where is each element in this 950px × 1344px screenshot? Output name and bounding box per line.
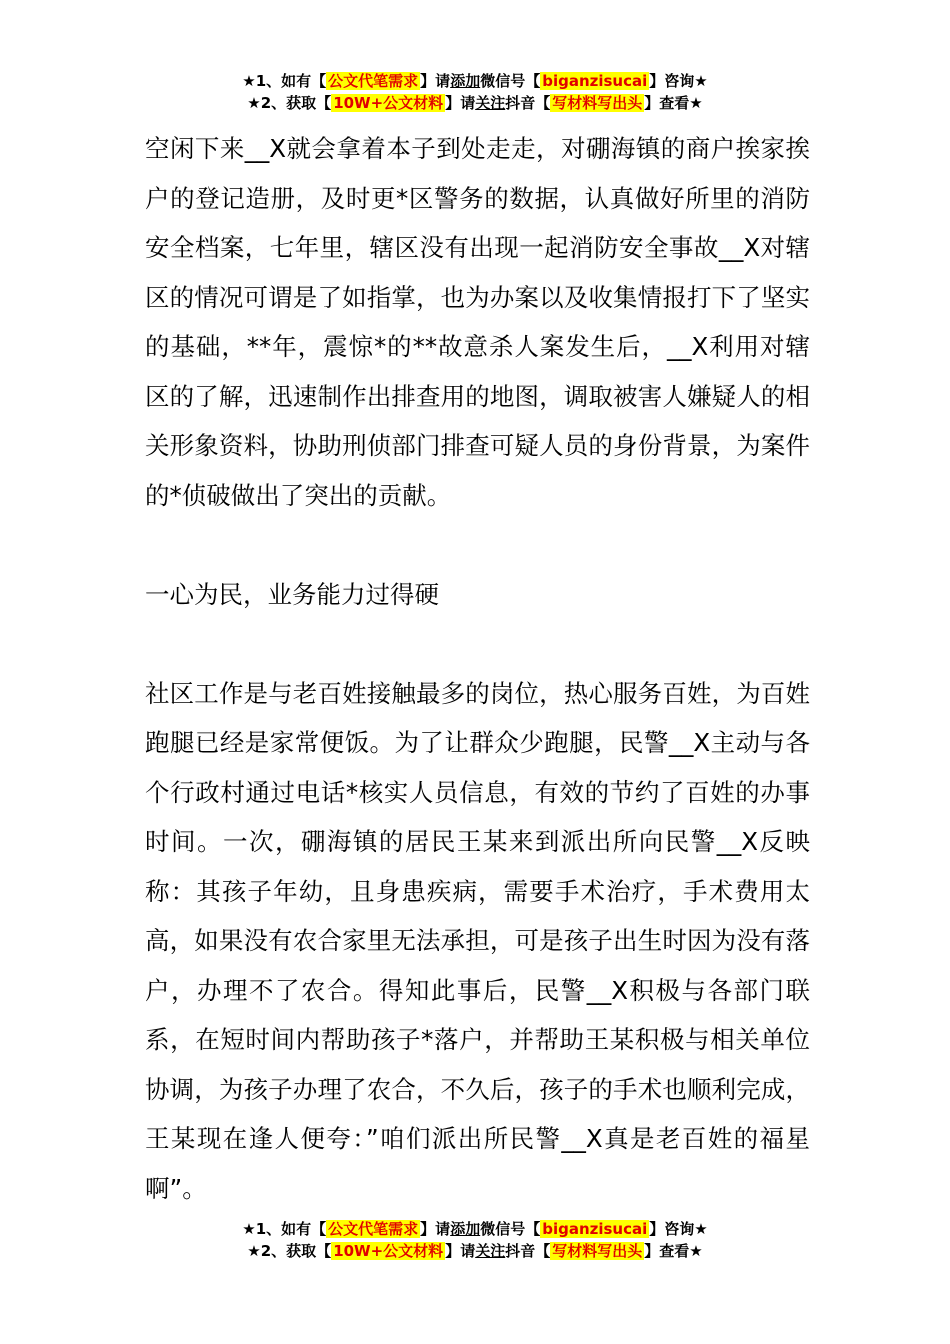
banner-line-1 (0, 1218, 950, 1240)
banner-highlight: 公文代笔需求 (328, 1220, 419, 1238)
banner-text: 】请 (445, 1242, 476, 1260)
banner-highlight: 10W+公文材料 (333, 94, 444, 112)
section-heading: 一心为民，业务能力过得硬 (145, 579, 439, 609)
paragraph-2: 社区工作是与老百姓接触最多的岗位，热心服务百姓，为百姓跑腿已经是家常便饭。为了让群众少跑腿，民警__X主动与各个行政村通过电话*核实人员信息，有效的节约了百姓的办事时间。一次，硼海镇的居民王某来到派出所向民警__X反映称：其孩子年幼，且身患疾病，需要手术治疗，手术费用太高，如果没有农合家里无法承担，可是孩子出生时因为没有落户，办理不了农合。得知此事后，民警__X积极与各部门联系，在短时间内帮助孩子*落户，并帮助王某积极与相关单位协调，为孩子办理了农合，不久后，孩子的手术也顺利完成，王某现在逢人便夸：”咱们派出所民警__X真是老百姓的福星啊”。 (145, 678, 810, 1203)
banner-highlight: 写材料写出头 (552, 1242, 643, 1260)
document-body (145, 124, 810, 1213)
banner-text: 微信号【 (480, 1220, 541, 1238)
banner-line-1 (0, 70, 950, 92)
banner-text: ★1、如有【 (242, 1220, 327, 1238)
banner-line-2 (0, 1240, 950, 1262)
banner-text: 】咨询★ (649, 1220, 708, 1238)
banner-line-2 (0, 92, 950, 114)
banner-text: ★2、获取【 (247, 1242, 332, 1260)
paragraph-1: 空闲下来__X就会拿着本子到处走走，对硼海镇的商户挨家挨户的登记造册，及时更*区警务的数据，认真做好所里的消防安全档案，七年里，辖区没有出现一起消防安全事故__X对辖区的情况可谓是了如指掌，也为办案以及收集情报打下了坚实的基础，**年，震惊*的**故意杀人案发生后，__X利用对辖区的了解，迅速制作出排查用的地图，调取被害人嫌疑人的相关形象资料，协助刑侦部门排查可疑人员的身份背景，为案件的*侦破做出了突出的贡献。 (145, 134, 811, 510)
banner-underlined: 添加 (450, 72, 481, 90)
banner-highlight: 写材料写出头 (552, 94, 643, 112)
banner-underlined: 关注 (475, 1242, 506, 1260)
banner-highlight: biganzisucai (542, 72, 648, 90)
banner-text: 】查看★ (644, 94, 703, 112)
banner-underlined: 关注 (475, 94, 506, 112)
banner-text: ★1、如有【 (242, 72, 327, 90)
banner-text: 】请 (420, 1220, 451, 1238)
banner-text: 】查看★ (644, 1242, 703, 1260)
banner-text: 抖音【 (505, 94, 551, 112)
banner-underlined: 添加 (450, 1220, 481, 1238)
banner-highlight: biganzisucai (542, 1220, 648, 1238)
header-banner (0, 70, 950, 114)
banner-text: 】咨询★ (649, 72, 708, 90)
banner-text: 抖音【 (505, 1242, 551, 1260)
banner-text: 】请 (445, 94, 476, 112)
banner-highlight: 10W+公文材料 (333, 1242, 444, 1260)
banner-text: 】请 (420, 72, 451, 90)
footer-banner (0, 1218, 950, 1262)
banner-text: ★2、获取【 (247, 94, 332, 112)
banner-highlight: 公文代笔需求 (328, 72, 419, 90)
banner-text: 微信号【 (480, 72, 541, 90)
